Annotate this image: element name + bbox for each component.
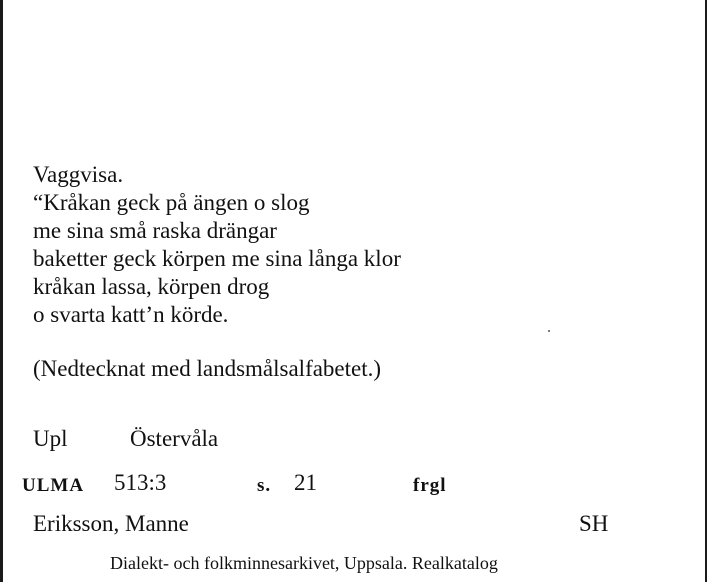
card-left-border <box>0 0 3 582</box>
recorder-name: Eriksson, Manne <box>33 511 189 536</box>
poem-line: kråkan lassa, körpen drog <box>33 274 270 299</box>
province: Upl <box>33 426 68 451</box>
initials: SH <box>579 511 609 536</box>
scan-speck <box>548 330 550 332</box>
card-right-border <box>705 0 707 582</box>
poem-block <box>33 161 401 329</box>
transcription-note: (Nedtecknat med landsmålsalfabetet.) <box>33 356 382 381</box>
poem-title: Vaggvisa. <box>33 162 124 187</box>
page-number: 21 <box>294 470 317 495</box>
poem-line: “Kråkan geck på ängen o slog <box>33 190 310 215</box>
parish: Östervåla <box>130 426 219 451</box>
category-code: frgl <box>413 475 447 496</box>
archive-number: 513:3 <box>114 470 167 495</box>
archive-footer: Dialekt- och folkminnesarkivet, Uppsala. Realkatalog <box>110 553 498 573</box>
poem-line: baketter geck körpen me sina långa klor <box>33 246 401 271</box>
archive-code: ULMA <box>22 475 85 496</box>
page-prefix: s. <box>257 475 272 496</box>
poem-line: me sina små raska drängar <box>33 218 277 243</box>
poem-line: o svarta katt’n körde. <box>33 302 229 327</box>
